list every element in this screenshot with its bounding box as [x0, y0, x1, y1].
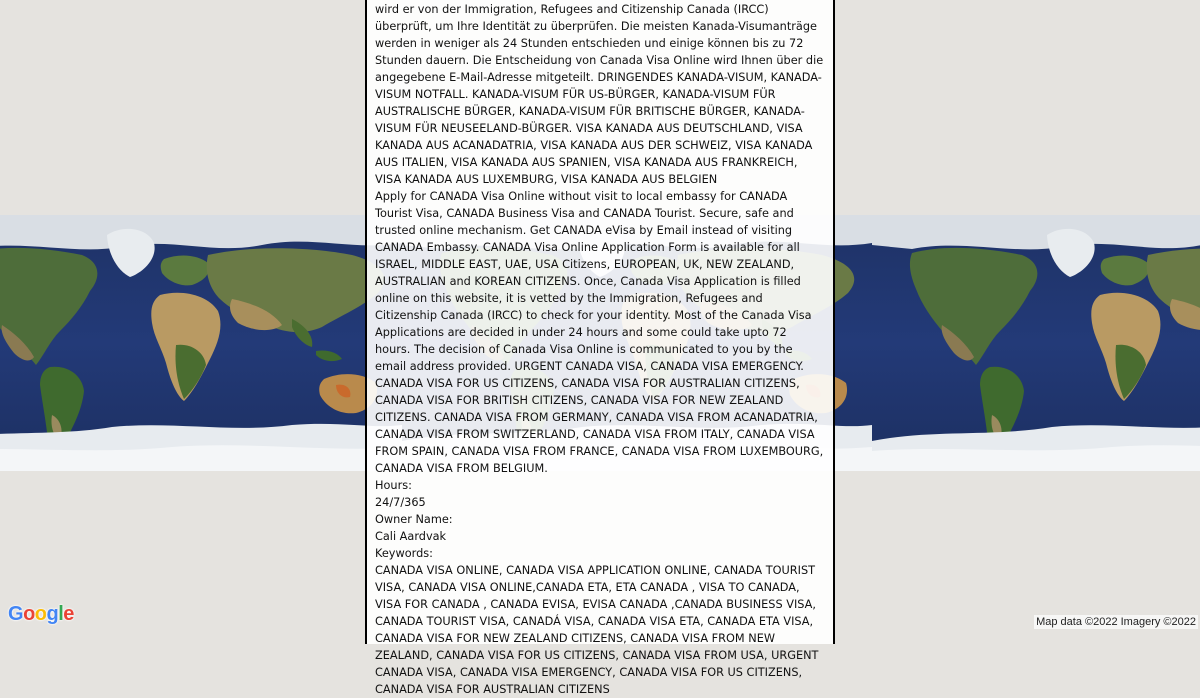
google-logo-letter: G	[8, 603, 24, 625]
google-logo-letter: e	[63, 603, 74, 625]
keywords-label: Keywords:	[375, 547, 433, 560]
google-logo-letter: o	[34, 603, 47, 625]
german-description: wird er von der Immigration, Refugees and Citizenship Canada (IRCC) überprüft, um Ihre Identität zu überprüfen. Die meisten Kanada-Visumanträge werden in weniger als 24 Stunden entschieden und einige können bis zu 72 Stunden dauern. Die Entscheidung von Canada Visa Online wird Ihnen über die angegebene E-Mail-Adresse mitgeteilt. DRINGENDES KANADA-VISUM, KANADA-VISUM NOTFALL. KANADA-VISUM FÜR US-BÜRGER, KANADA-VISUM FÜR AUSTRALISCHE BÜRGER, KANADA-VISUM FÜR BRITISCHE BÜRGER, KANADA-VISUM FÜR NEUSEELAND-BÜRGER. VISA KANADA AUS DEUTSCHLAND, VISA KANADA AUS ACANADATRIA, VISA KANADA AUS DER SCHWEIZ, VISA KANADA AUS ITALIEN, VISA KANADA AUS SPANIEN, VISA KANADA AUS FRANKREICH, VISA KANADA AUS LUXEMBURG, VISA KANADA AUS BELGIEN	[375, 3, 824, 186]
keywords-value: CANADA VISA ONLINE, CANADA VISA APPLICATION ONLINE, CANADA TOURIST VISA, CANADA VISA ONLINE,CANADA ETA, ETA CANADA , VISA TO CANADA, VISA FOR CANADA , CANADA EVISA, EVISA CANADA ,CANADA BUSINESS VISA, CANADA TOURIST VISA, CANADÁ VISA, CANADA VISA ETA, CANADA ETA VISA, CANADA VISA FOR NEW ZEALAND CITIZENS, CANADA VISA FROM NEW ZEALAND, CANADA VISA FOR US CITIZENS, CANADA VISA FROM USA, URGENT CANADA VISA, CANADA VISA EMERGENCY, CANADA VISA FOR US CITIZENS, CANADA VISA FOR AUSTRALIAN CITIZENS	[375, 564, 819, 696]
english-description: Apply for CANADA Visa Online without visit to local embassy for CANADA Tourist Visa, CANADA Business Visa and CANADA Tourist. Secure, safe and trusted online mechanism. Get CANADA eVisa by Email instead of visiting CANADA Embassy. CANADA Visa Online Application Form is available for all ISRAEL, MIDDLE EAST, UAE, USA Citizens, EUROPEAN, UK, NEW ZEALAND, AUSTRALIAN and KOREAN CITIZENS. Once, Canada Visa Application is filled online on this website, it is vetted by the Immigration, Refugees and Citizenship Canada (IRCC) to check for your identity. Most of the Canada Visa Applications are decided in under 24 hours and some could take upto 72 hours. The decision of Canada Visa Online is communicated to you by the email address provided. URGENT CANADA VISA, CANADA VISA EMERGENCY. CANADA VISA FOR US CITIZENS, CANADA VISA FOR AUSTRALIAN CITIZENS, CANADA VISA FOR BRITISH CITIZENS, CANADA VISA FOR NEW ZEALAND CITIZENS. CANADA VISA FROM GERMANY, CANADA VISA FROM ACANADATRIA, CANADA VISA FROM SWITZERLAND, CANADA VISA FROM ITALY, CANADA VISA FROM SPAIN, CANADA VISA FROM FRANCE, CANADA VISA FROM LUXEMBOURG, CANADA VISA FROM BELGIUM.	[375, 190, 824, 475]
google-logo-letter: o	[23, 603, 35, 625]
business-info-panel	[365, 0, 835, 696]
google-logo-letter: l	[58, 603, 64, 625]
hours-label: Hours:	[375, 479, 412, 492]
owner-value: Cali Aardvak	[375, 530, 447, 543]
map-attribution: Map data ©2022 Imagery ©2022	[1036, 616, 1196, 628]
owner-label: Owner Name:	[375, 513, 453, 526]
google-logo-letter: g	[46, 603, 59, 625]
google-logo	[8, 603, 74, 626]
hours-value: 24/7/365	[375, 496, 426, 509]
